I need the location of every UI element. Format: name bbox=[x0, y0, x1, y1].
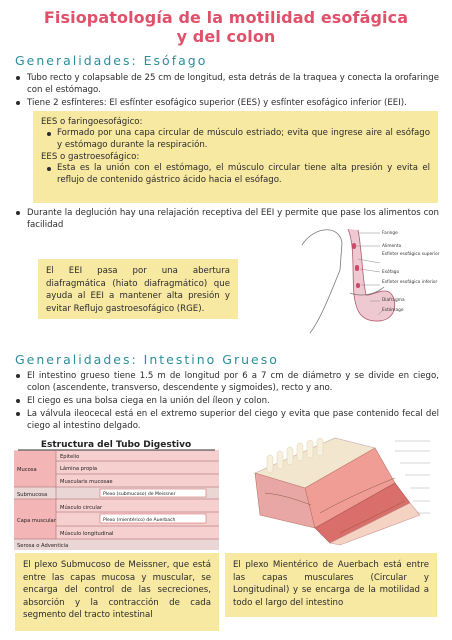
label-diafragma: Diafragma bbox=[382, 298, 405, 303]
ees-heading: EES o faringoesofágico: bbox=[41, 117, 143, 127]
ees-description: Formado por una capa circular de músculo estriado; evita que ingrese aire al esófago y estómago durante la respiración. bbox=[45, 128, 430, 151]
eei-description: Esta es la unión con el estómago, el músculo circular tiene alta presión y evita el reflujo de contenido gástrico ácido hacia el esófago. bbox=[45, 163, 430, 186]
intestinal-wall-illustration bbox=[245, 433, 435, 545]
musculo-circular-label: Músculo circular bbox=[60, 505, 103, 511]
list-item: Tubo recto y colapsable de 25 cm de longitud, esta detrás de la traquea y conecta la orofaringe con el estómago. bbox=[14, 72, 439, 96]
sphincter-info-box bbox=[33, 111, 438, 203]
page-title-line-1: Fisiopatología de la motilidad esofágica bbox=[43, 8, 409, 27]
intestino-bullet-list bbox=[14, 370, 439, 433]
page-title-line-2: y del colon bbox=[176, 27, 276, 46]
label-estomago: Estómago bbox=[382, 308, 404, 313]
eei-heading: EES o gastroesofágico: bbox=[41, 152, 140, 162]
list-item: El ciego es una bolsa ciega en la unión del íleon y colon. bbox=[14, 395, 439, 407]
esofago-bullet-list bbox=[14, 72, 439, 110]
section-heading-esofago: Generalidades: Esófago bbox=[15, 53, 208, 68]
section-heading-intestino: Generalidades: Intestino Grueso bbox=[15, 352, 279, 367]
auerbach-plexus-label: Plexo (mientérico) de Auerbach bbox=[103, 518, 176, 523]
label-esofago: Esófago bbox=[382, 270, 400, 275]
meissner-plexus-label: Plexo (submucoso) de Meissner bbox=[103, 492, 176, 497]
label-eei: Esfínter esofágico inferior bbox=[382, 280, 438, 285]
musculo-longitudinal-label: Músculo longitudinal bbox=[60, 531, 114, 537]
eei-note: El EEI pasa por una abertura diafragmática (hiato diafragmático) que ayuda al EEI a mantener alta presión y evitar Reflujo gastroesofágico (RGE). bbox=[38, 259, 238, 319]
list-item: Durante la deglución hay una relajación receptiva del EEI y permite que pase los alimentos con facilidad bbox=[14, 207, 439, 231]
label-ees: Esfínter esofágico superior bbox=[382, 252, 440, 257]
label-alimento: Alimento bbox=[382, 244, 402, 249]
digestive-tube-structure-figure bbox=[14, 437, 219, 550]
serosa-label: Serosa o Adventicia bbox=[17, 543, 69, 549]
submucosa-label: Submucosa bbox=[17, 492, 48, 498]
structure-title: Estructura del Tubo Digestivo bbox=[40, 440, 192, 450]
muscularis-mucosae-label: Muscularis mucosae bbox=[60, 479, 113, 485]
list-item: Tiene 2 esfínteres: El esfínter esofágico superior (EES) y esfínter esofágico inferior (EEI). bbox=[14, 97, 439, 109]
capa-muscular-label: Capa muscular bbox=[17, 518, 56, 524]
esophagus-diagram bbox=[300, 225, 440, 333]
label-faringe: Faringe bbox=[382, 231, 398, 236]
lamina-propia-label: Lámina propia bbox=[60, 466, 98, 472]
epitelio-label: Epitelio bbox=[60, 454, 80, 460]
meissner-note: El plexo Submucoso de Meissner, que está entre las capas mucosa y muscular, se encarga del control de las secreciones, absorción y la contracción de cada segmento del tracto intestinal bbox=[15, 553, 219, 631]
list-item: El intestino grueso tiene 1.5 m de longitud por 6 a 7 cm de diámetro y se divide en ciego, colon (ascendente, transverso, descendente y sigmoides), recto y ano. bbox=[14, 370, 439, 394]
auerbach-note: El plexo Mientérico de Auerbach está entre las capas musculares (Circular y Longitudinal) y se encarga de la motilidad a todo el largo del intestino bbox=[225, 553, 437, 617]
list-item: La válvula ileocecal está en el extremo superior del ciego y evita que pase contenido fecal del ciego al intestino delgado. bbox=[14, 408, 439, 432]
mucosa-label: Mucosa bbox=[17, 467, 37, 473]
page-title bbox=[0, 8, 452, 46]
